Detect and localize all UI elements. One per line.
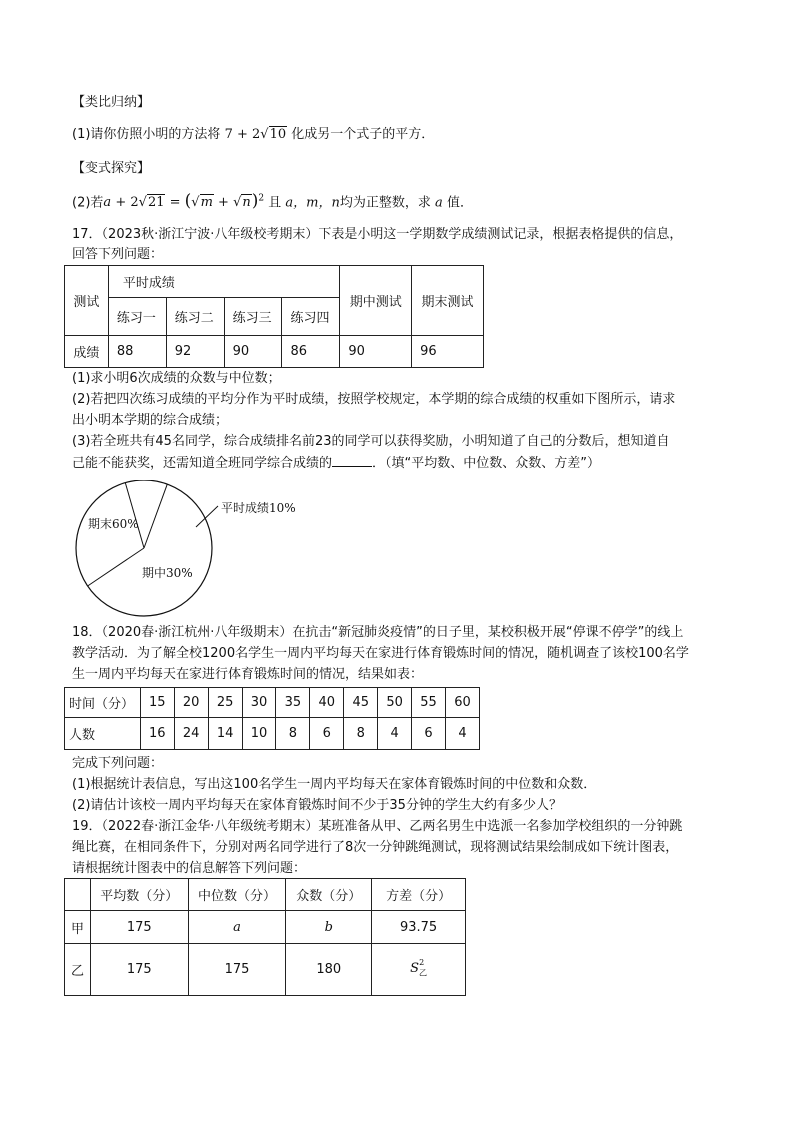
row-label-yi: 乙: [65, 944, 91, 996]
count-row-label: 人数: [65, 718, 141, 750]
score-cell: 92: [166, 336, 224, 368]
yi-mean: 175: [90, 944, 188, 996]
count-value-cell: 6: [412, 718, 446, 750]
row-label-jia: 甲: [65, 911, 91, 944]
count-value-cell: 4: [378, 718, 412, 750]
pie-label-regular: 平时成绩10%: [221, 501, 296, 515]
p17-line1: 17．（2023秋·浙江宁波·八年级校考期末）下表是小明这一学期数学成绩测试记录，根据表格提供的信息，: [72, 227, 683, 242]
p19-stats-table: [64, 878, 466, 996]
q2-vars: a，m，n: [285, 195, 340, 211]
yi-mode: 180: [286, 944, 372, 996]
p17-sub2a: (2)若把四次练习成绩的平均分作为平时成绩，按照学校规定，本学期的综合成绩的权重如下图所示，请求: [72, 392, 676, 407]
score-cell: 96: [412, 336, 484, 368]
header-practice-2: 练习二: [166, 298, 224, 336]
time-row-label: 时间（分）: [65, 688, 141, 718]
q1-prefix: (1)请你仿照小明的方法将: [72, 127, 221, 142]
p17-score-table: [64, 265, 484, 368]
q2-prefix: (2)若: [72, 195, 104, 211]
p17-sub2b: 出小明本学期的综合成绩；: [72, 413, 229, 428]
pie-slice-boundary-mid: [88, 548, 144, 586]
answer-blank: [332, 454, 372, 467]
time-value-cell: 45: [344, 688, 378, 718]
time-value-cell: 20: [174, 688, 208, 718]
corner-cell: [65, 879, 91, 911]
p18-done: 完成下列问题：: [72, 756, 164, 771]
count-value-cell: 4: [445, 718, 479, 750]
header-final: 期末测试: [412, 266, 484, 336]
weight-pie-chart: [60, 480, 330, 620]
header-mean: 平均数（分）: [90, 879, 188, 911]
p19-line2: 绳比赛，在相同条件下，分别对两名同学进行了8次一分钟跳绳测试，现将测试结果绘制成如下统计图表，: [72, 840, 679, 855]
header-regular: 平时成绩: [108, 266, 339, 298]
count-value-cell: 8: [276, 718, 310, 750]
jia-variance: 93.75: [372, 911, 466, 944]
count-value-cell: 14: [208, 718, 242, 750]
yi-variance: $S_乙$ 2: [372, 944, 466, 996]
pie-slice-boundary-final: [144, 484, 167, 548]
q2-equation: $a + 2√21 = (√m + √n)^2$: [103, 191, 265, 212]
section-heading-analogy: 【类比归纳】: [72, 95, 151, 110]
jia-mode: b: [286, 911, 372, 944]
jia-mean: 175: [90, 911, 188, 944]
count-value-cell: 6: [310, 718, 344, 750]
time-value-cell: 30: [242, 688, 276, 718]
p19-line1: 19．（2022春·浙江金华·八年级统考期末）某班准备从甲、乙两名男生中选派一名参加学校组织的一分钟跳: [72, 819, 683, 834]
header-variance: 方差（分）: [372, 879, 466, 911]
header-median: 中位数（分）: [188, 879, 286, 911]
header-midterm: 期中测试: [340, 266, 412, 336]
p17-sub3b: 己能不能获奖，还需知道全班同学综合成绩的 ．（填“平均数、中位数、众数、方差”）: [72, 456, 600, 471]
time-value-cell: 50: [378, 688, 412, 718]
header-practice-4: 练习四: [282, 298, 340, 336]
q1-expression: 7 + 2√10: [224, 127, 287, 142]
pie-slice-boundary-regular: [125, 483, 144, 548]
p17-sub1: (1)求小明6次成绩的众数与中位数；: [72, 371, 281, 386]
jia-median: a: [188, 911, 286, 944]
p18-time-table: [64, 687, 480, 750]
time-value-cell: 25: [208, 688, 242, 718]
header-test: 测试: [65, 266, 109, 336]
pie-label-mid: 期中30%: [142, 566, 193, 580]
p18-line2: 教学活动．为了解全校1200名学生一周内平均每天在家进行体育锻炼时间的情况，随机调查了该校100名学: [72, 646, 689, 661]
question-1: [72, 126, 434, 144]
p17-line2: 回答下列问题：: [72, 247, 164, 262]
p18-line3: 生一周内平均每天在家进行体育锻炼时间的情况，结果如表：: [72, 667, 424, 682]
count-value-cell: 24: [174, 718, 208, 750]
p18-sub2: (2)请估计该校一周内平均每天在家体育锻炼时间不少于35分钟的学生大约有多少人？: [72, 798, 562, 813]
q1-suffix: 化成另一个式子的平方．: [291, 127, 435, 142]
header-practice-3: 练习三: [224, 298, 282, 336]
pie-label-final: 期末60%: [88, 517, 139, 531]
score-cell: 90: [340, 336, 412, 368]
count-value-cell: 8: [344, 718, 378, 750]
p18-line1: 18．（2020春·浙江杭州·八年级期末）在抗击“新冠肺炎疫情”的日子里，某校积极开展“停课不停学”的线上: [72, 625, 684, 640]
count-value-cell: 10: [242, 718, 276, 750]
section-heading-variant: 【变式探究】: [72, 161, 151, 176]
header-practice-1: 练习一: [108, 298, 166, 336]
score-cell: 88: [108, 336, 166, 368]
yi-median: 175: [188, 944, 286, 996]
count-value-cell: 16: [140, 718, 174, 750]
p19-line3: 请根据统计图表中的信息解答下列问题：: [72, 861, 307, 876]
time-value-cell: 40: [310, 688, 344, 718]
p18-sub1: (1)根据统计表信息，写出这100名学生一周内平均每天在家体育锻炼时间的中位数和众数．: [72, 777, 597, 792]
question-2: (2)若$a + 2√21 = (√m + √n)^2$ 且 a，m，n均为正整数，求 a 值．: [72, 191, 473, 212]
time-value-cell: 15: [140, 688, 174, 718]
time-value-cell: 35: [276, 688, 310, 718]
score-cell: 90: [224, 336, 282, 368]
time-value-cell: 55: [412, 688, 446, 718]
p17-sub3a: (3)若全班共有45名同学，综合成绩排名前23的同学可以获得奖励，小明知道了自己的分数后，想知道自: [72, 434, 670, 449]
time-value-cell: 60: [445, 688, 479, 718]
row-label-score: 成绩: [65, 336, 109, 368]
header-mode: 众数（分）: [286, 879, 372, 911]
score-cell: 86: [282, 336, 340, 368]
